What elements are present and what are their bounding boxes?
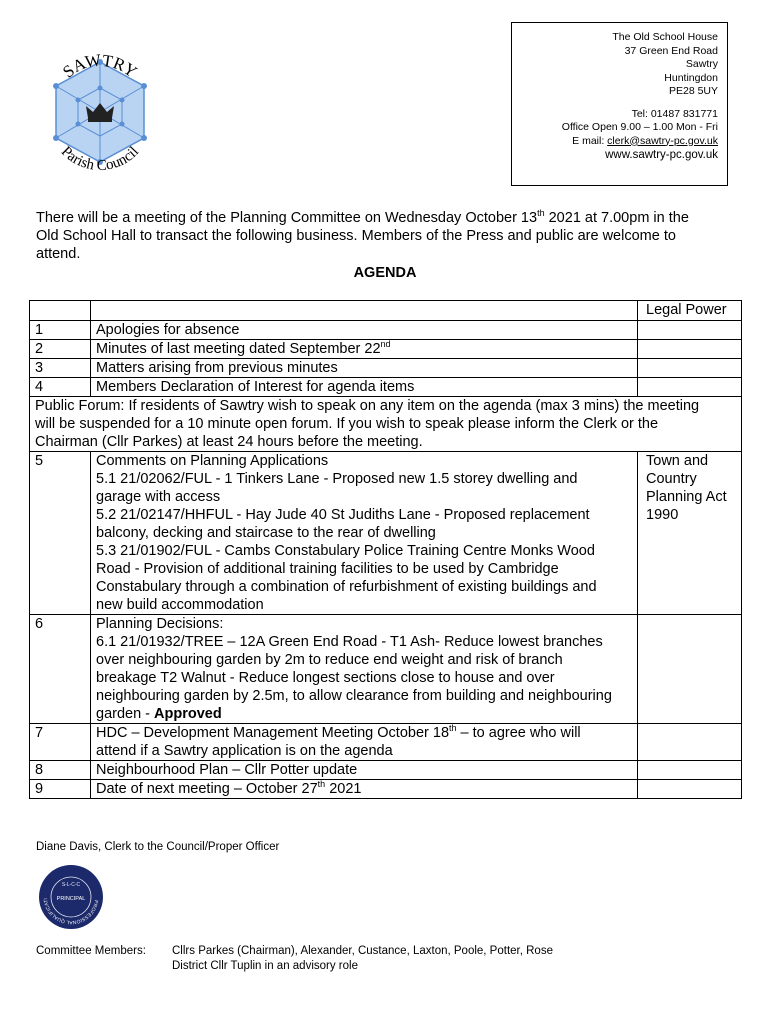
members-label: Committee Members: [36, 945, 146, 957]
table-row: 5 Comments on Planning Applications 5.1 21/02062/FUL - 1 Tinkers Lane - Proposed new 1.5 storey dwelling and garage with access 5.2 21/02147/HHFUL - Hay Jude 40 St Judiths Lane - Proposed replacement balcony, decking and staircase to the rear of dwelling 5.3 21/01902/FUL - Cambs Constabulary Police Training Centre Monks Wood Road - Provision of additional training facilities to be used by Cambridge Constabulary through a combination of refurbishment of existing buildings and new build accommodation Town and Country Planning Act 1990 [30, 452, 742, 615]
members-line: Cllrs Parkes (Chairman), Alexander, Custance, Laxton, Poole, Potter, Rose [172, 945, 553, 957]
meeting-intro: There will be a meeting of the Planning Committee on Wednesday October 13th 2021 at 7.00pm in the Old School Hall to transact the following business. Members of the Press and public are welcome to attend. [36, 208, 689, 262]
seal-center-text: PRINCIPAL [56, 896, 86, 902]
address-line: 37 Green End Road [624, 44, 718, 57]
table-row: 2 Minutes of last meeting dated September 22nd [30, 340, 742, 359]
office-hours: Office Open 9.00 – 1.00 Mon - Fri [561, 121, 718, 133]
table-row: 4 Members Declaration of Interest for agenda items [30, 378, 742, 397]
address-line: PE28 5UY [668, 85, 718, 97]
website-link[interactable]: www.sawtry-pc.gov.uk [605, 149, 718, 161]
agenda-title: AGENDA [353, 265, 417, 281]
address-box [511, 22, 728, 186]
address-line: Huntingdon [664, 71, 718, 84]
address-line: Sawtry [685, 58, 718, 70]
email-line: E mail: clerk@sawtry-pc.gov.uk [572, 134, 718, 147]
table-row: 3 Matters arising from previous minutes [30, 359, 742, 378]
table-row: 1 Apologies for absence [30, 321, 742, 340]
parish-council-logo [36, 48, 164, 176]
slcc-seal [38, 864, 104, 930]
logo-top-text: SAWTRY [59, 50, 141, 82]
clerk-signoff: Diane Davis, Clerk to the Council/Proper Officer [36, 841, 280, 853]
logo-bottom-text: Parish Council [57, 143, 143, 175]
members-line: District Cllr Tuplin in an advisory role [172, 960, 358, 972]
table-row: 6 Planning Decisions: 6.1 21/01932/TREE – 12A Green End Road - T1 Ash- Reduce lowest branches over neighbouring garden by 2m to reduce end weight and risk of branch breakage T2 Walnut - Reduce longest sections close to house and over neighbouring garden by 2.5m, to allow clearance from building and neighbouring garden - Approved [30, 615, 742, 724]
table-row: 7 HDC – Development Management Meeting October 18th – to agree who will attend if a Sawtry application is on the agenda [30, 724, 742, 761]
table-row: 8 Neighbourhood Plan – Cllr Potter update [30, 761, 742, 780]
agenda-table [29, 300, 742, 799]
public-forum-row: Public Forum: If residents of Sawtry wish to speak on any item on the agenda (max 3 mins) the meeting will be suspended for a 10 minute open forum. If you wish to speak please inform the Clerk or the Chairman (Cllr Parkes) at least 24 hours before the meeting. [30, 397, 742, 452]
legal-power-cell: Town and Country Planning Act 1990 [638, 452, 742, 615]
table-row: 9 Date of next meeting – October 27th 2021 [30, 780, 742, 799]
table-header-row [30, 301, 742, 321]
legal-power-header: Legal Power [638, 301, 742, 321]
seal-ring-text: PROFESSIONAL QUALIFICATI [43, 897, 99, 926]
email-link[interactable]: clerk@sawtry-pc.gov.uk [607, 134, 718, 147]
telephone: Tel: 01487 831771 [631, 107, 718, 120]
address-line: The Old School House [612, 31, 718, 43]
seal-top-text: S-L-C-C [61, 882, 81, 888]
approved-label: Approved [154, 706, 222, 722]
